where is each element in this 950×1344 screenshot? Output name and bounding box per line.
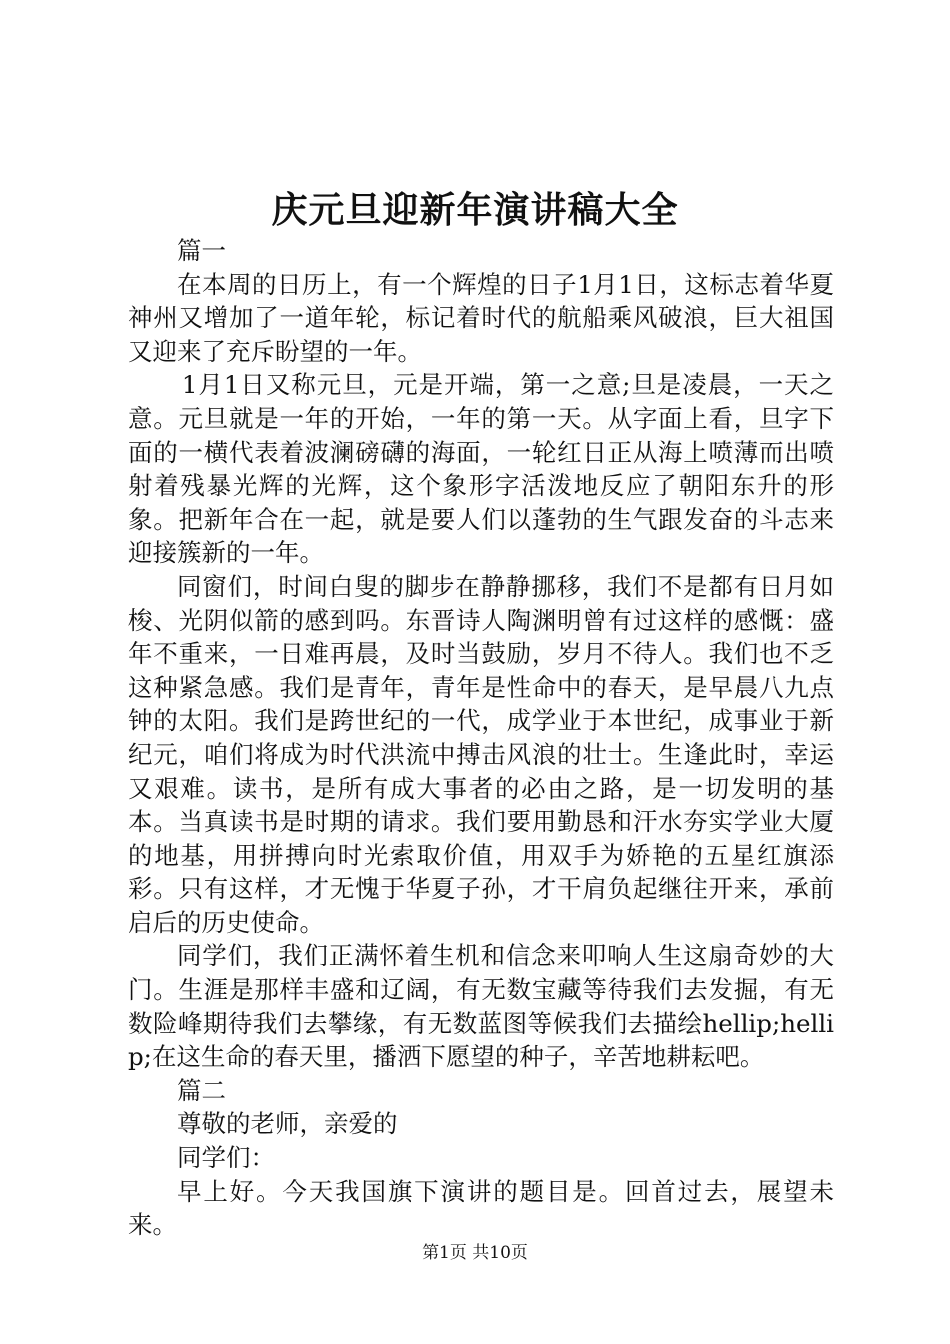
section-heading-1: 篇一 (177, 236, 226, 265)
paragraph-3: 同窗们，时间白叟的脚步在静静挪移，我们不是都有日月如梭、光阴似箭的感到吗。东晋诗人陶渊明曾有过这样的感慨：盛年不重来，一日难再晨，及时当鼓励，岁月不待人。我们也不乏这种紧急感。我们是青年，青年是性命中的春天，是早晨八九点钟的太阳。我们是跨世纪的一代，成学业于本世纪，成事业于新纪元，咱们将成为时代洪流中搏击风浪的壮士。生逢此时，幸运又艰难。读书，是所有成大事者的必由之路，是一切发明的基本。当真读书是时期的请求。我们要用勤恳和汗水夯实学业大厦的地基，用拼搏向时光索取价值，用双手为娇艳的五星红旗添彩。只有这样，才无愧于华夏子孙，才干肩负起继往开来，承前启后的历史使命。 (128, 571, 834, 937)
document-body (128, 234, 834, 1242)
paragraph-5: 早上好。今天我国旗下演讲的题目是。回首过去，展望未来。 (128, 1176, 834, 1240)
page-footer: 第1页 共10页 (422, 1243, 528, 1263)
salutation-line-2: 同学们： (177, 1143, 275, 1173)
section-heading-2: 篇二 (177, 1075, 226, 1105)
paragraph-1: 在本周的日历上，有一个辉煌的日子1月1日，这标志着华夏神州又增加了一道年轮，标记着时代的航船乘风破浪，巨大祖国又迎来了充斥盼望的一年。 (128, 269, 834, 366)
salutation-line-1: 尊敬的老师，亲爱的 (177, 1109, 398, 1139)
document-title: 庆元旦迎新年演讲稿大全 (271, 189, 679, 231)
paragraph-4: 同学们，我们正满怀着生机和信念来叩响人生这扇奇妙的大门。生涯是那样丰盛和辽阔，有无数宝藏等待我们去发掘，有无数险峰期待我们去攀缘，有无数蓝图等候我们去描绘hellip;hellip;在这生命的春天里，播洒下愿望的种子，辛苦地耕耘吧。 (128, 941, 834, 1072)
paragraph-2: 1月1日又称元旦，元是开端，第一之意;旦是凌晨，一天之意。元旦就是一年的开始，一年的第一天。从字面上看，旦字下面的一横代表着波澜磅礴的海面，一轮红日正从海上喷薄而出喷射着残暴光辉的光辉，这个象形字活泼地反应了朝阳东升的形象。把新年合在一起，就是要人们以蓬勃的生气跟发奋的斗志来迎接簇新的一年。 (128, 370, 834, 568)
